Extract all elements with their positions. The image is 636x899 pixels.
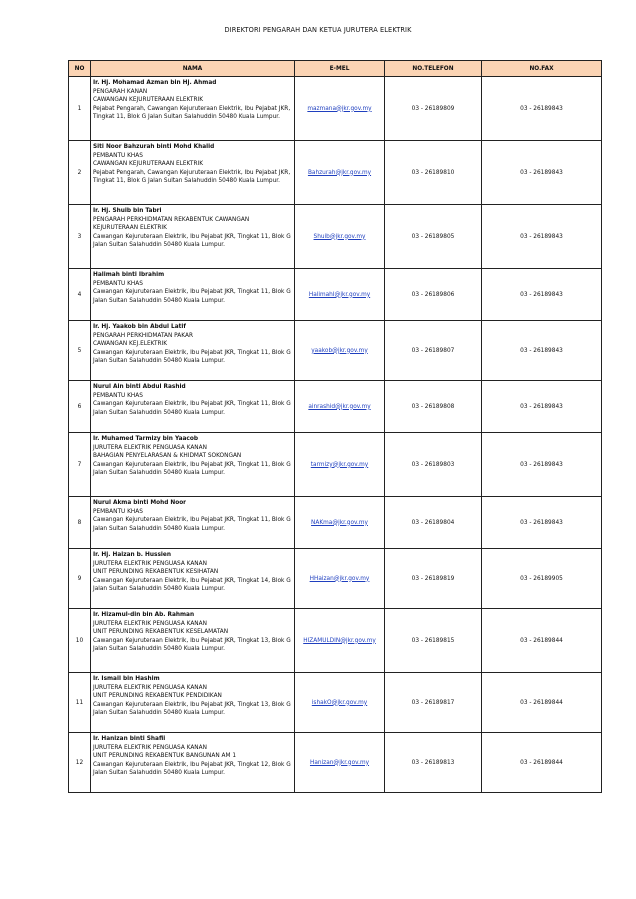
- fax-cell: 03 - 26189843: [482, 141, 602, 205]
- fax-cell: 03 - 26189843: [482, 433, 602, 497]
- row-number: 1: [69, 77, 91, 141]
- detail-line: PENGARAH KANAN: [93, 88, 148, 95]
- email-link[interactable]: yaakob@jkr.gov.my: [311, 347, 368, 354]
- detail-line: Cawangan Kejuruteraan Elektrik, Ibu Pejabat JKR, Tingkat 11, Blok G Jalan Sultan Salahuddin 50480 Kuala Lumpur.: [93, 233, 291, 249]
- table-row: [69, 205, 602, 269]
- email-cell: [295, 205, 385, 269]
- email-cell: [295, 609, 385, 673]
- detail-line: JURUTERA ELEKTRIK PENGUASA KANAN: [93, 444, 207, 451]
- fax-cell: 03 - 26189905: [482, 549, 602, 609]
- detail-line: CAWANGAN KEJ.ELEKTRIK: [93, 341, 168, 348]
- email-link[interactable]: mazmana@jkr.gov.my: [307, 105, 372, 112]
- header-tel: NO.TELEFON: [385, 61, 482, 77]
- email-link[interactable]: HalimahI@jkr.gov.my: [308, 291, 371, 298]
- row-number: 10: [69, 609, 91, 673]
- fax-cell: 03 - 26189843: [482, 321, 602, 381]
- row-number: 11: [69, 673, 91, 733]
- detail-line: UNIT PERUNDING REKABENTUK BANGUNAN AM 1: [93, 753, 237, 760]
- email-cell: [295, 77, 385, 141]
- table-row: [69, 269, 602, 321]
- nama-cell: [91, 269, 295, 321]
- table-row: [69, 433, 602, 497]
- nama-cell: [91, 381, 295, 433]
- detail-line: Cawangan Kejuruteraan Elektrik, Ibu Pejabat JKR, Tingkat 11, Blok G Jalan Sultan Salahuddin 50480 Kuala Lumpur.: [93, 461, 291, 477]
- detail-line: PEMBANTU KHAS: [93, 152, 143, 159]
- fax-cell: 03 - 26189844: [482, 733, 602, 793]
- email-link[interactable]: ishakO@jkr.gov.my: [311, 699, 368, 706]
- email-cell: [295, 497, 385, 549]
- directory-table: [68, 60, 602, 793]
- row-number: 6: [69, 381, 91, 433]
- table-row: [69, 609, 602, 673]
- detail-line: CAWANGAN KEJURUTERAAN ELEKTRIK: [93, 97, 203, 104]
- table-row: [69, 77, 602, 141]
- detail-line: Pejabat Pengarah, Cawangan Kejuruteraan Elektrik, Ibu Pejabat JKR, Tingkat 11, Blok G Jalan Sultan Salahuddin 50480 Kuala Lumpur.: [93, 169, 291, 185]
- person-name: Ir. Hj. Mohamad Azman bin Hj. Ahmad: [93, 80, 217, 86]
- email-cell: [295, 269, 385, 321]
- email-link[interactable]: ainrashid@jkr.gov.my: [308, 403, 371, 410]
- detail-line: Cawangan Kejuruteraan Elektrik, Ibu Pejabat JKR, Tingkat 11, Blok G Jalan Sultan Salahuddin 50480 Kuala Lumpur.: [93, 517, 291, 532]
- detail-line: JURUTERA ELEKTRIK PENGUASA KANAN: [93, 560, 207, 567]
- person-name: Ir. Hj. Haizan b. Hussien: [93, 552, 171, 558]
- detail-line: UNIT PERUNDING REKABENTUK PENDIDIKAN: [93, 693, 222, 700]
- phone-cell: 03 - 26189815: [385, 609, 482, 673]
- detail-line: JURUTERA ELEKTRIK PENGUASA KANAN: [93, 744, 207, 751]
- fax-cell: 03 - 26189843: [482, 497, 602, 549]
- table-header: [69, 61, 602, 77]
- fax-cell: 03 - 26189843: [482, 269, 602, 321]
- person-name: Ir. Muhamed Tarmizy bin Yaacob: [93, 436, 198, 442]
- detail-line: PEMBANTU KHAS: [93, 508, 143, 515]
- person-name: Ir. Hizamul-din bin Ab. Rahman: [93, 612, 195, 618]
- detail-line: PENGARAH PERKHIDMATAN REKABENTUK CAWANGAN KEJURUTERAAN ELEKTRIK: [93, 216, 250, 232]
- detail-line: Pejabat Pengarah, Cawangan Kejuruteraan Elektrik, Ibu Pejabat JKR, Tingkat 11, Blok G Jalan Sultan Salahuddin 50480 Kuala Lumpur.: [93, 105, 291, 121]
- phone-cell: 03 - 26189817: [385, 673, 482, 733]
- row-number: 5: [69, 321, 91, 381]
- row-number: 7: [69, 433, 91, 497]
- detail-line: Cawangan Kejuruteraan Elektrik, Ibu Pejabat JKR, Tingkat 11, Blok G Jalan Sultan Salahuddin 50480 Kuala Lumpur.: [93, 401, 291, 416]
- fax-cell: 03 - 26189844: [482, 673, 602, 733]
- table-row: [69, 497, 602, 549]
- table-row: [69, 733, 602, 793]
- nama-cell: [91, 205, 295, 269]
- person-name: Halimah binti Ibrahim: [93, 272, 165, 278]
- phone-cell: 03 - 26189808: [385, 381, 482, 433]
- email-link[interactable]: tarmizy@jkr.gov.my: [310, 461, 369, 468]
- email-cell: [295, 549, 385, 609]
- header-no: NO: [69, 61, 91, 77]
- table-row: [69, 321, 602, 381]
- person-name: Siti Noor Bahzurah binti Mohd Khalid: [93, 144, 215, 150]
- fax-cell: 03 - 26189843: [482, 77, 602, 141]
- detail-line: UNIT PERUNDING REKABENTUK KESIHATAN: [93, 569, 219, 576]
- detail-line: PEMBANTU KHAS: [93, 280, 143, 287]
- detail-line: PEMBANTU KHAS: [93, 392, 143, 399]
- row-number: 2: [69, 141, 91, 205]
- nama-cell: [91, 77, 295, 141]
- nama-cell: [91, 321, 295, 381]
- email-link[interactable]: HIZAMULDIN@jkr.gov.my: [303, 637, 376, 644]
- detail-line: Cawangan Kejuruteraan Elektrik, Ibu Pejabat JKR, Tingkat 13, Blok G Jalan Sultan Salahuddin 50480 Kuala Lumpur.: [93, 701, 291, 717]
- email-link[interactable]: HHaizan@jkr.gov.my: [309, 575, 370, 582]
- detail-line: Cawangan Kejuruteraan Elektrik, Ibu Pejabat JKR, Tingkat 11, Blok G Jalan Sultan Salahuddin 50480 Kuala Lumpur.: [93, 349, 291, 365]
- row-number: 4: [69, 269, 91, 321]
- nama-cell: [91, 609, 295, 673]
- phone-cell: 03 - 26189813: [385, 733, 482, 793]
- table-body: [69, 77, 602, 793]
- detail-line: UNIT PERUNDING REKABENTUK KESELAMATAN: [93, 629, 229, 636]
- detail-line: JURUTERA ELEKTRIK PENGUASA KANAN: [93, 684, 207, 691]
- row-number: 9: [69, 549, 91, 609]
- fax-cell: 03 - 26189843: [482, 381, 602, 433]
- nama-cell: [91, 141, 295, 205]
- table-row: [69, 673, 602, 733]
- row-number: 3: [69, 205, 91, 269]
- detail-line: Cawangan Kejuruteraan Elektrik, Ibu Pejabat JKR, Tingkat 12, Blok G Jalan Sultan Salahuddin 50480 Kuala Lumpur.: [93, 761, 291, 777]
- detail-line: Cawangan Kejuruteraan Elektrik, Ibu Pejabat JKR, Tingkat 13, Blok G Jalan Sultan Salahuddin 50480 Kuala Lumpur.: [93, 637, 291, 653]
- row-number: 8: [69, 497, 91, 549]
- header-email: E-MEL: [295, 61, 385, 77]
- email-cell: [295, 141, 385, 205]
- phone-cell: 03 - 26189803: [385, 433, 482, 497]
- table-row: [69, 141, 602, 205]
- fax-cell: 03 - 26189843: [482, 205, 602, 269]
- phone-cell: 03 - 26189804: [385, 497, 482, 549]
- detail-line: JURUTERA ELEKTRIK PENGUASA KANAN: [93, 620, 207, 627]
- email-cell: [295, 433, 385, 497]
- phone-cell: 03 - 26189805: [385, 205, 482, 269]
- person-name: Nurul Ain binti Abdul Rashid: [93, 384, 186, 390]
- phone-cell: 03 - 26189810: [385, 141, 482, 205]
- detail-line: Cawangan Kejuruteraan Elektrik, Ibu Pejabat JKR, Tingkat 11, Blok G Jalan Sultan Salahuddin 50480 Kuala Lumpur.: [93, 289, 291, 304]
- email-link[interactable]: Hanizan@jkr.gov.my: [309, 759, 370, 766]
- email-cell: [295, 673, 385, 733]
- person-name: Ir. Ismail bin Hashim: [93, 676, 160, 682]
- person-name: Ir. Hanizan binti Shafii: [93, 736, 166, 742]
- detail-line: Cawangan Kejuruteraan Elektrik, Ibu Pejabat JKR, Tingkat 14, Blok G Jalan Sultan Salahuddin 50480 Kuala Lumpur.: [93, 577, 291, 593]
- nama-cell: [91, 549, 295, 609]
- person-name: Nurul Akma binti Mohd Noor: [93, 500, 187, 506]
- row-number: 12: [69, 733, 91, 793]
- nama-cell: [91, 673, 295, 733]
- person-name: Ir. Hj. Shuib bin Tabri: [93, 208, 162, 214]
- email-cell: [295, 381, 385, 433]
- detail-line: PENGARAH PERKHIDMATAN PAKAR: [93, 332, 193, 339]
- table-row: [69, 549, 602, 609]
- nama-cell: [91, 733, 295, 793]
- nama-cell: [91, 433, 295, 497]
- phone-cell: 03 - 26189809: [385, 77, 482, 141]
- detail-line: CAWANGAN KEJURUTERAAN ELEKTRIK: [93, 161, 203, 168]
- phone-cell: 03 - 26189819: [385, 549, 482, 609]
- table-row: [69, 381, 602, 433]
- header-fax: NO.FAX: [482, 61, 602, 77]
- email-cell: [295, 733, 385, 793]
- page-title: DIREKTORI PENGARAH DAN KETUA JURUTERA ELEKTRIK: [224, 26, 412, 34]
- phone-cell: 03 - 26189807: [385, 321, 482, 381]
- phone-cell: 03 - 26189806: [385, 269, 482, 321]
- email-link[interactable]: Shuib@jkr.gov.my: [313, 233, 366, 240]
- email-cell: [295, 321, 385, 381]
- detail-line: BAHAGIAN PENYELARASAN & KHIDMAT SOKONGAN: [93, 453, 242, 460]
- fax-cell: 03 - 26189844: [482, 609, 602, 673]
- email-link[interactable]: Bahzurah@jkr.gov.my: [307, 169, 372, 176]
- header-nama: NAMA: [91, 61, 295, 77]
- nama-cell: [91, 497, 295, 549]
- person-name: Ir. Hj. Yaakob bin Abdul Latif: [93, 324, 186, 330]
- email-link[interactable]: NAKma@jkr.gov.my: [311, 519, 368, 526]
